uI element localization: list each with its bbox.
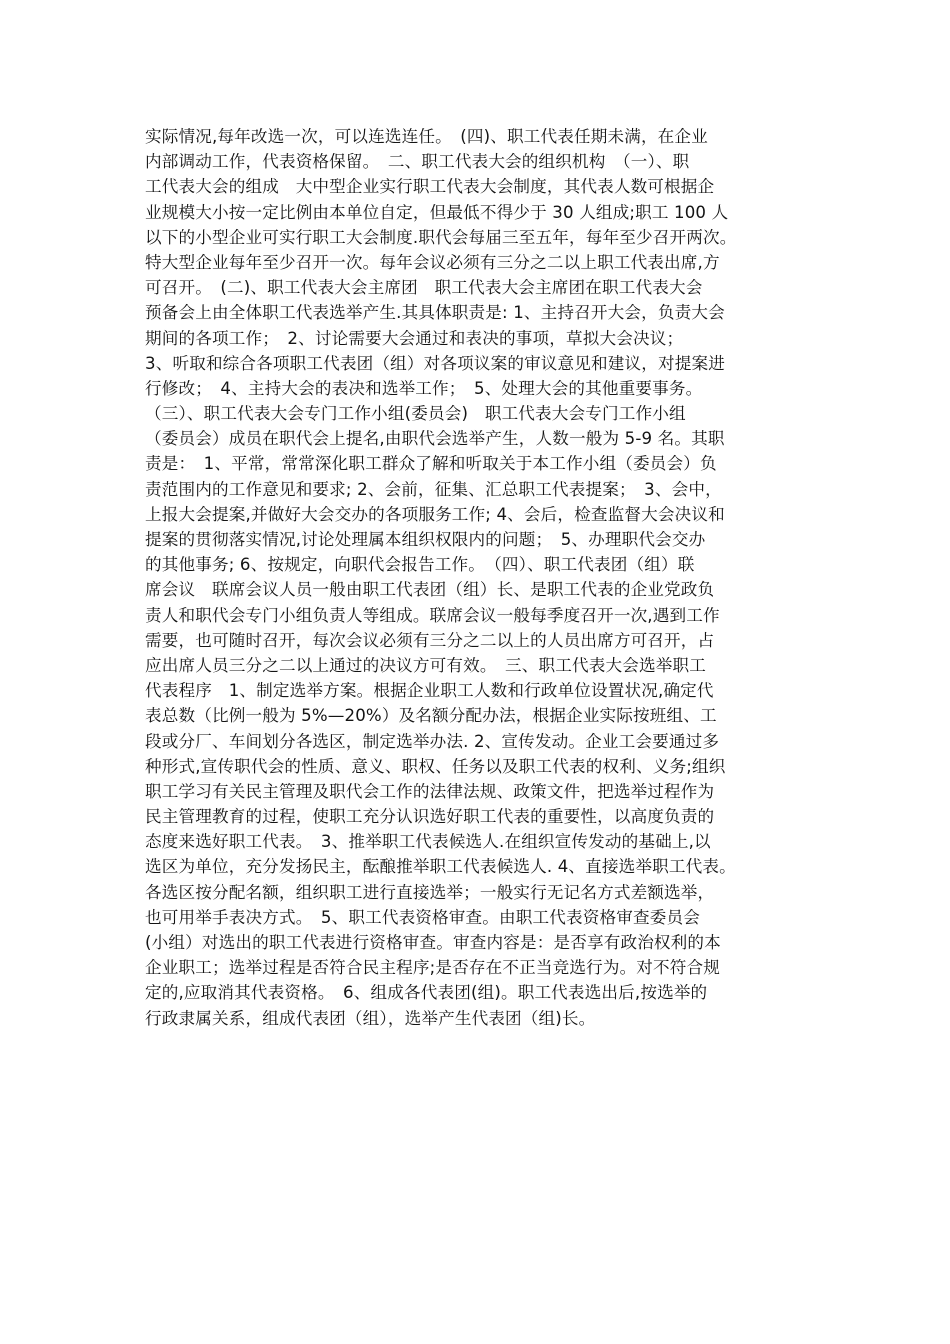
text-line: 需要，也可随时召开，每次会议必须有三分之二以上的人员出席方可召开，占 [145,630,715,650]
text-line: 责范围内的工作意见和要求; 2、会前，征集、汇总职工代表提案； 3、会中， [145,479,722,499]
text-line: 态度来选好职工代表。 3、推举职工代表候选人.在组织宣传发动的基础上,以 [145,832,711,852]
text-line: 也可用举手表决方式。 5、职工代表资格审查。由职工代表资格审查委员会 [145,907,700,927]
text-line: 定的,应取消其代表资格。 6、组成各代表团(组)。职工代表选出后,按选举的 [145,983,708,1003]
text-line: 代表程序 1、制定选举方案。根据企业职工人数和行政单位设置状况,确定代 [145,681,714,701]
text-line: 工代表大会的组成 大中型企业实行职工代表大会制度，其代表人数可根据企 [145,177,715,197]
text-line: 3、听取和综合各项职工代表团（组）对各项议案的审议意见和建议，对提案进 [145,353,725,373]
text-line: 可召开。 (二)、职工代表大会主席团 职工代表大会主席团在职工代表大会 [145,278,703,298]
text-line: 特大型企业每年至少召开一次。每年会议必须有三分之二以上职工代表出席,方 [145,252,720,272]
text-line: 应出席人员三分之二以上通过的决议方可有效。 三、职工代表大会选举职工 [145,655,706,675]
text-line: 行修改； 4、主持大会的表决和选举工作； 5、处理大会的其他重要事务。 [145,378,703,398]
text-line: 上报大会提案,并做好大会交办的各项服务工作; 4、会后，检查监督大会决议和 [145,504,725,524]
text-line: 责人和职代会专门小组负责人等组成。联席会议一般每季度召开一次,遇到工作 [145,605,720,625]
text-line: 实际情况,每年改选一次，可以连选连任。 (四)、职工代表任期未满，在企业 [145,127,708,146]
text-line: 以下的小型企业可实行职工大会制度.职代会每届三至五年，每年至少召开两次。 [145,227,737,247]
text-line: 各选区按分配名额，组织职工进行直接选举；一般实行无记名方式差额选举， [145,882,715,902]
text-line: 表总数（比例一般为 5%—20%）及名额分配办法，根据企业实际按班组、工 [145,706,717,726]
text-line: （三）、职工代表大会专门工作小组(委员会) 职工代表大会专门工作小组 [145,404,686,424]
text-line: 内部调动工作，代表资格保留。 二、职工代表大会的组织机构 （一）、职 [145,152,690,172]
text-line: （委员会）成员在职代会上提名,由职代会选举产生，人数一般为 5-9 名。其职 [145,429,725,449]
text-line: 职工学习有关民主管理及职代会工作的法律法规、政策文件，把选举过程作为 [145,781,715,801]
text-line: (小组）对选出的职工代表进行资格审查。审查内容是：是否享有政治权利的本 [145,933,721,952]
text-line: 席会议 联席会议人员一般由职工代表团（组）长、是职工代表的企业党政负 [145,580,715,600]
text-line: 段或分厂、车间划分各选区，制定选举办法. 2、宣传发动。企业工会要通过多 [145,731,720,751]
text-line: 企业职工；选举过程是否符合民主程序;是否存在不正当竞选行为。对不符合规 [145,958,721,978]
text-line: 责是： 1、平常，常常深化职工群众了解和听取关于本工作小组（委员会）负 [145,454,717,474]
body-text [145,124,829,1031]
text-line: 选区为单位，充分发扬民主，酝酿推举职工代表候选人. 4、直接选举职工代表。 [145,857,736,877]
text-line: 行政隶属关系，组成代表团（组），选举产生代表团（组)长。 [145,1008,596,1028]
text-line: 民主管理教育的过程，使职工充分认识选好职工代表的重要性，以高度负责的 [145,807,715,827]
text-line: 的其他事务; 6、按规定，向职代会报告工作。 （四）、职工代表团（组）联 [145,555,695,575]
text-line: 业规模大小按一定比例由本单位自定，但最低不得少于 30 人组成;职工 100 人 [145,202,729,222]
text-line: 期间的各项工作； 2、讨论需要大会通过和表决的事项，草拟大会决议； [145,328,684,348]
text-line: 种形式,宣传职代会的性质、意义、职权、任务以及职工代表的权利、义务;组织 [145,756,726,776]
text-line: 提案的贯彻落实情况,讨论处理属本组织权限内的问题； 5、办理职代会交办 [145,530,706,549]
text-line: 预备会上由全体职工代表选举产生.其具体职责是: 1、主持召开大会，负责大会 [145,303,725,323]
